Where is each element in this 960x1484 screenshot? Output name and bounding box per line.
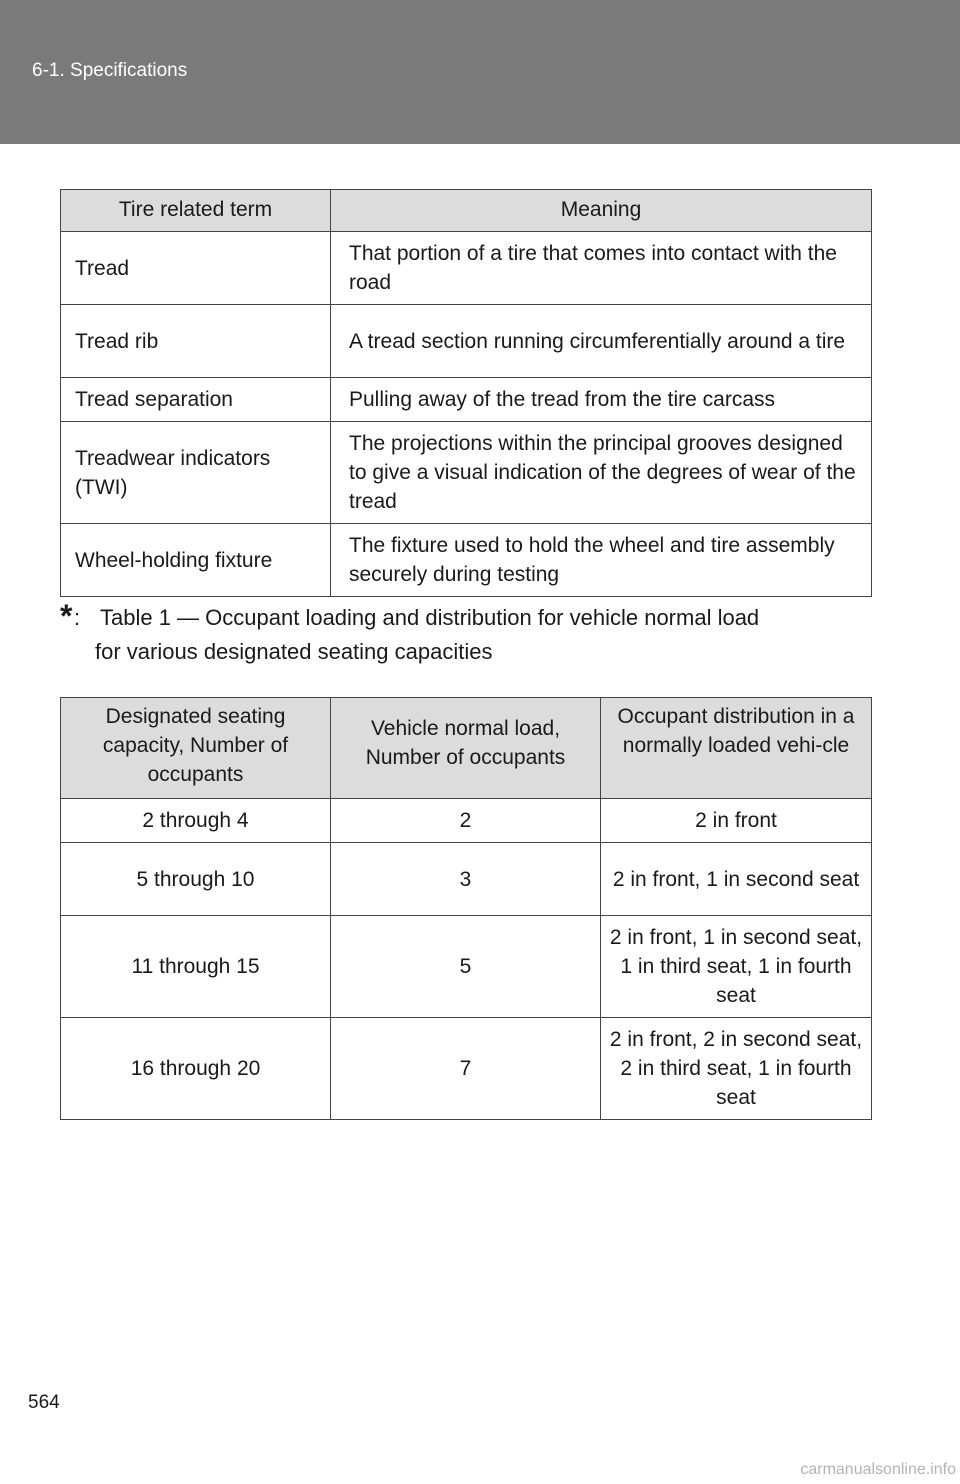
- load-cell: 2: [331, 799, 601, 843]
- capacity-cell: 16 through 20: [61, 1018, 331, 1120]
- column-header-capacity: Designated seating capacity, Number of occupants: [61, 698, 331, 799]
- occupant-loading-table: [60, 697, 872, 1120]
- table-header-row: [61, 698, 872, 799]
- footnote-marker: *: [60, 598, 73, 634]
- meaning-cell: A tread section running circumferentially around a tire: [331, 305, 872, 378]
- load-cell: 7: [331, 1018, 601, 1120]
- term-cell: Wheel-holding fixture: [61, 524, 331, 597]
- distribution-cell: 2 in front, 2 in second seat, 2 in third seat, 1 in fourth seat: [601, 1018, 872, 1120]
- page-number: 564: [28, 1392, 60, 1413]
- column-header-term: Tire related term: [61, 190, 331, 232]
- term-cell: Tread: [61, 232, 331, 305]
- capacity-cell: 2 through 4: [61, 799, 331, 843]
- meaning-cell: The projections within the principal grooves designed to give a visual indication of the degrees of wear of the tread: [331, 422, 872, 524]
- capacity-cell: 11 through 15: [61, 916, 331, 1018]
- tire-terms-table: [60, 189, 872, 597]
- footnote-colon: :: [74, 605, 81, 630]
- page-header: [0, 0, 960, 144]
- term-cell: Tread separation: [61, 378, 331, 422]
- term-cell: Tread rib: [61, 305, 331, 378]
- table-row: [61, 422, 872, 524]
- table-row: [61, 305, 872, 378]
- load-cell: 5: [331, 916, 601, 1018]
- load-cell: 3: [331, 843, 601, 916]
- footnote-line-1: Table 1 — Occupant loading and distribution for vehicle normal load: [100, 605, 760, 630]
- section-title: 6-1. Specifications: [32, 60, 188, 81]
- column-header-distribution: Occupant distribution in a normally loaded vehi-cle: [601, 698, 872, 799]
- distribution-cell: 2 in front: [601, 799, 872, 843]
- table-row: [61, 1018, 872, 1120]
- table-row: [61, 524, 872, 597]
- table-header-row: [61, 190, 872, 232]
- table-row: [61, 843, 872, 916]
- distribution-cell: 2 in front, 1 in second seat: [601, 843, 872, 916]
- meaning-cell: The fixture used to hold the wheel and tire assembly securely during testing: [331, 524, 872, 597]
- distribution-cell: 2 in front, 1 in second seat, 1 in third seat, 1 in fourth seat: [601, 916, 872, 1018]
- table-row: [61, 378, 872, 422]
- capacity-cell: 5 through 10: [61, 843, 331, 916]
- term-cell: Treadwear indicators (TWI): [61, 422, 331, 524]
- table-row: [61, 799, 872, 843]
- table-row: [61, 232, 872, 305]
- meaning-cell: Pulling away of the tread from the tire carcass: [331, 378, 872, 422]
- watermark: carmanualsonline.info: [800, 1461, 956, 1478]
- column-header-load: Vehicle normal load, Number of occupants: [331, 698, 601, 799]
- column-header-meaning: Meaning: [331, 190, 872, 232]
- table-row: [61, 916, 872, 1018]
- footnote-line-2: for various designated seating capacities: [95, 639, 493, 664]
- meaning-cell: That portion of a tire that comes into contact with the road: [331, 232, 872, 305]
